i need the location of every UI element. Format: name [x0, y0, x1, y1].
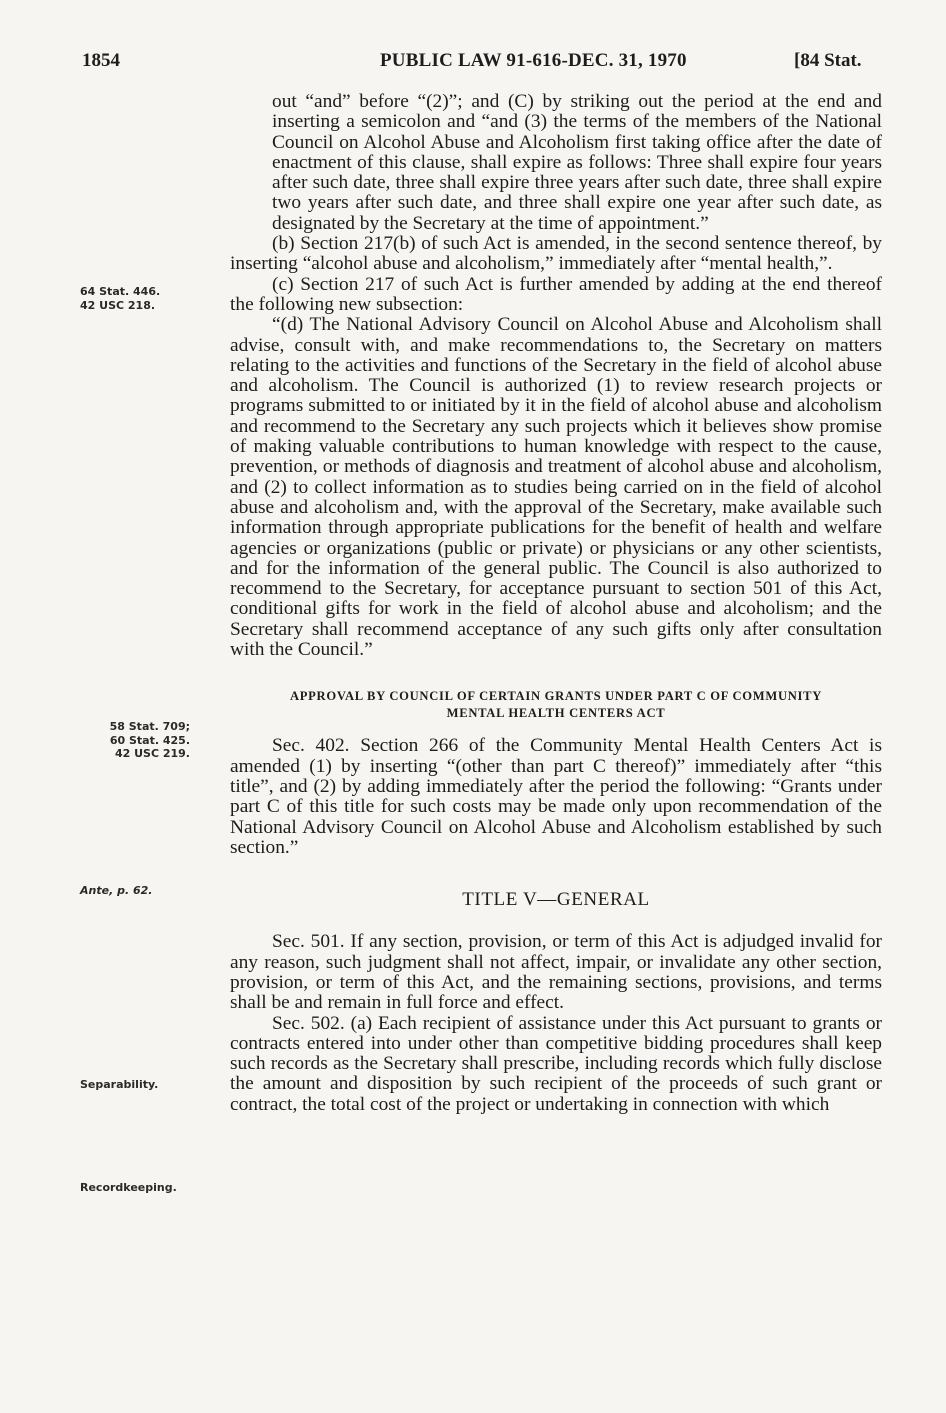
- margin-note-citation-1: 64 Stat. 446. 42 USC 218.: [80, 285, 161, 312]
- volume-reference: [84 Stat.: [794, 50, 862, 71]
- body-text: [230, 92, 882, 1115]
- paragraph-subsection-d: “(d) The National Advisory Council on Alcohol Abuse and Alcoholism shall advise, consult with, and make recommendations to, the Secretary on matters relating to the activities and functions of the Secretary in the field of alcohol abuse and alcoholism. The Council is authorized (1) to review research projects or programs submitted to or initiated by it in the field of alcohol abuse and alcoholism and recommend to the Secretary any such projects which it believes show promise of making valuable contributions to human knowledge with respect to the cause, prevention, or methods of diagnosis and treatment of alcohol abuse and alcoholism, and (2) to collect information as to studies being carried on in the field of alcohol abuse and alcoholism and, with the approval of the Secretary, make available such information through appropriate publications for the benefit of health and welfare agencies or organizations (public or private) or physicians or any other scientists, and for the information of the general public. The Council is also authorized to recommend to the Secretary, for acceptance pursuant to section 501 of this Act, conditional gifts for work in the field of alcohol abuse and alcoholism; and the Secretary shall recommend acceptance of any such gifts only after consultation with the Council.”: [230, 314, 882, 661]
- margin-note-separability: Separability.: [80, 1078, 159, 1091]
- paragraph-sec-402: Sec. 402. Section 266 of the Community Mental Health Centers Act is amended (1) by inserting “(other than part C thereof)” immediately after “this title”, and (2) by adding immediately after the period the following: “Grants under part C of this title for such costs may be made only upon recommendation of the National Advisory Council on Alcohol Abuse and Alcoholism established by such section.”: [230, 735, 882, 858]
- margin-note-citation-2: 58 Stat. 709; 60 Stat. 425. 42 USC 219.: [109, 720, 190, 760]
- margin-note-recordkeeping: Recordkeeping.: [80, 1181, 177, 1194]
- running-head: PUBLIC LAW 91-616-DEC. 31, 1970: [380, 50, 687, 71]
- paragraph-sec-501: Sec. 501. If any section, provision, or term of this Act is adjudged invalid for any reason, such judgment shall not affect, impair, or invalidate any other section, provision, or term of this Act, and the remaining sections, provisions, and terms shall be and remain in full force and effect.: [230, 931, 882, 1014]
- title-heading: TITLE V—GENERAL: [462, 889, 650, 911]
- page-number: 1854: [82, 50, 120, 71]
- section-heading-approval: APPROVAL BY COUNCIL OF CERTAIN GRANTS UNDER PART C OF COMMUNITY MENTAL HEALTH CENTERS ACT: [289, 689, 823, 721]
- paragraph-subsection-c: (c) Section 217 of such Act is further amended by adding at the end thereof the following new subsection:: [230, 273, 882, 315]
- margin-notes: [0, 0, 230, 1413]
- paragraph-sec-502: Sec. 502. (a) Each recipient of assistance under this Act pursuant to grants or contracts entered into under other than competitive bidding procedures shall keep such records as the Secretary shall prescribe, including records which fully disclose the amount and disposition by such recipient of the proceeds of such grant or contract, the total cost of the project or undertaking in connection with which: [230, 1012, 882, 1115]
- paragraph-continuation: out “and” before “(2)”; and (C) by striking out the period at the end and inserting a semicolon and “and (3) the terms of the members of the National Council on Alcohol Abuse and Alcoholism first taking office after the date of enactment of this clause, shall expire as follows: Three shall expire four years after such date, three shall expire three years after such date, three shall expire two years after such date, and three shall expire one year after such date, as designated by the Secretary at the time of appointment.”: [272, 91, 882, 234]
- margin-note-ante: Ante, p. 62.: [80, 884, 153, 897]
- paragraph-subsection-b: (b) Section 217(b) of such Act is amended, in the second sentence thereof, by inserting “alcohol abuse and alcoholism,” immediately after “mental health,”.: [230, 233, 882, 275]
